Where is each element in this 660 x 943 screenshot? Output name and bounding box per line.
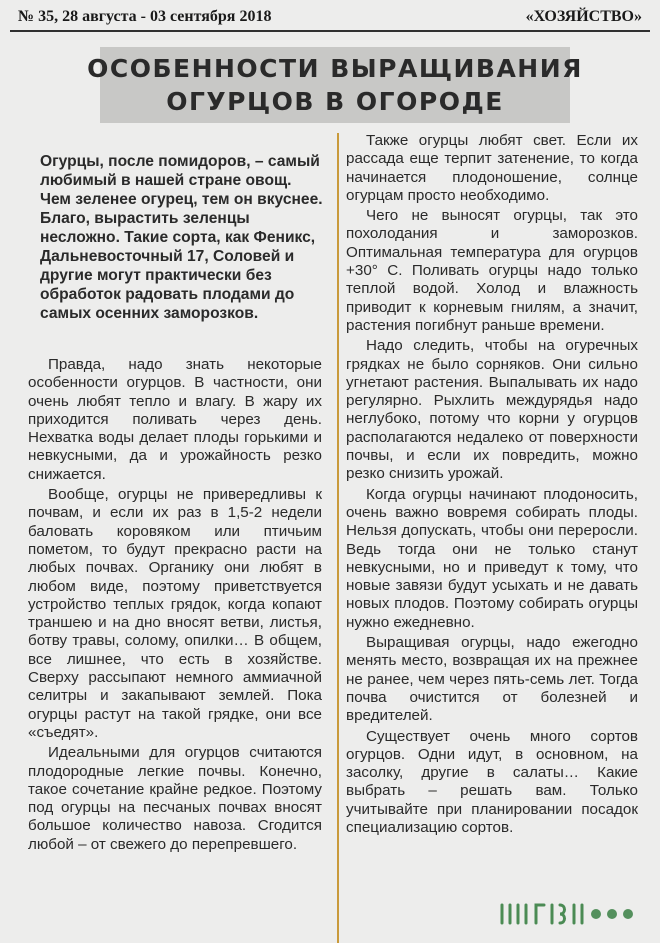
issue-info: № 35, 28 августа - 03 сентября 2018	[18, 8, 272, 25]
column-divider	[337, 133, 339, 943]
page-header	[18, 6, 642, 28]
left-column	[28, 356, 322, 854]
paragraph: Чего не выносят огурцы, так это похолодания и заморозков. Оптимальная температура для огурцов +30° С. Поливать огурцы надо только теплой водой. Холод и влажность приводит к корневым гнилям, а значит, растения погибнут раньше времени.	[346, 207, 638, 334]
right-column	[346, 132, 638, 837]
article-lead: Огурцы, после помидоров, – самый любимый в нашей стране овощ. Чем зеленее огурец, тем он вкуснее. Благо, вырастить зеленцы несложно. Такие сорта, как Феникс, Дальневосточный 17, Соловей и другие могут практически без обработок радовать плодами до самых осенних заморозков.	[40, 153, 323, 322]
header-rule	[10, 30, 650, 32]
paragraph: Надо следить, чтобы на огуречных грядках не было сорняков. Они сильно угнетают растения. Выпалывать их надо регулярно. Рыхлить междурядья надо неглубоко, потому что корни у огурцов располагаются недалеко от поверхности почвы, и если их повредить, можно резко снизить урожай.	[346, 337, 638, 483]
title-line-1: ОСОБЕННОСТИ ВЫРАЩИВАНИЯ	[87, 54, 583, 83]
paragraph: Также огурцы любят свет. Если их рассада еще терпит затенение, то когда начинается плодоношение, солнце огурцам просто необходимо.	[346, 132, 638, 204]
paragraph: Идеальными для огурцов считаются плодородные легкие почвы. Конечно, такое сочетание крайне редкое. Поэтому под огурцы на песчаных почвах вносят большое количество навоза. Сгодится любой – от свежего до перепревшего.	[28, 744, 322, 853]
watermark-logo	[496, 899, 646, 929]
paragraph: Выращивая огурцы, надо ежегодно менять место, возвращая их на прежнее не ранее, чем через пять-семь лет. Тогда почва очистится от болезней и вредителей.	[346, 634, 638, 725]
article-title	[87, 47, 583, 123]
paragraph: Вообще, огурцы не привередливы к почвам, и если их раз в 1,5-2 недели баловать коровяком или птичьим пометом, то будут прекрасно расти на любых почвах. Органику они любят в любом виде, поэтому приветствуется устройство теплых грядок, когда копают траншею и на дно вносят ветви, листья, ботву травы, солому, опилки… В общем, все лишнее, что есть в хозяйстве. Сверху рассыпают немного аммиачной селитры и закапывают землей. Пока огурцы растут на такой грядке, они все «съедят».	[28, 486, 322, 741]
paragraph: Существует очень много сортов огурцов. Одни идут, в основном, на засолку, другие в салаты… Какие выбрать – решать вам. Только учитывайте при планировании посадок специализацию сортов.	[346, 727, 638, 836]
paragraph: Когда огурцы начинают плодоносить, очень важно вовремя собирать плоды. Нельзя допускать, чтобы они переросли. Ведь тогда они не только станут невкусными, но и приведут к тому, что новые завязи будут усыхать и не давать новых плодов. Поэтому собирать огурцы нужно ежедневно.	[346, 485, 638, 631]
section-name: «ХОЗЯЙСТВО»	[525, 8, 642, 25]
paragraph: Правда, надо знать некоторые особенности огурцов. В частности, они очень любят тепло и влагу. В жару их приходится поливать через день. Нехватка воды делает плоды горькими и невкусными, да и урожайность резко снижается.	[28, 356, 322, 483]
title-line-2: ОГУРЦОВ В ОГОРОДЕ	[166, 87, 504, 116]
